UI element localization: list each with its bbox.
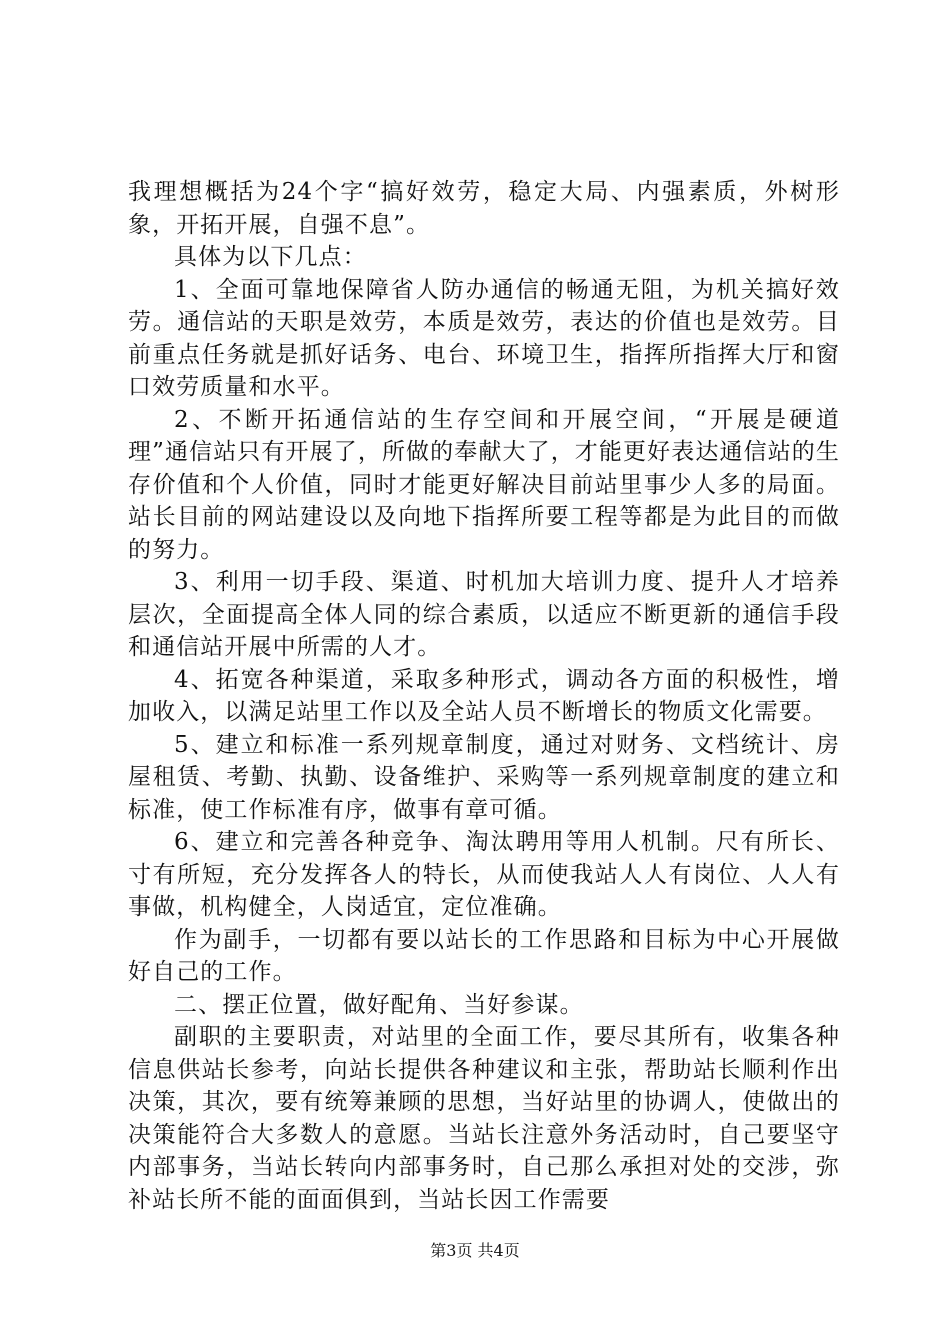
paragraph-point-4: 4、拓宽各种渠道，采取多种形式，调动各方面的积极性，增加收入，以满足站里工作以及全站人员不断增长的物质文化需要。 [128,666,840,725]
page-footer: 第3页 共4页 [430,1241,520,1260]
paragraph-point-6: 6、建立和完善各种竞争、淘汰聘用等用人机制。尺有所长、寸有所短，充分发挥各人的特长，从而使我站人人有岗位、人人有事做，机构健全，人岗适宜，定位准确。 [128,829,840,920]
paragraph-intro-points: 具体为以下几点： [174,244,367,270]
paragraph-deputy-role: 作为副手，一切都有要以站长的工作思路和目标为中心开展做好自己的工作。 [128,926,840,985]
document-body [128,176,840,1216]
paragraph-point-5: 5、建立和标准一系列规章制度，通过对财务、文档统计、房屋租赁、考勤、执勤、设备维护、采购等一系列规章制度的建立和标准，使工作标准有序，做事有章可循。 [128,731,840,823]
paragraph-point-3: 3、利用一切手段、渠道、时机加大培训力度、提升人才培养层次，全面提高全体人同的综合素质，以适应不断更新的通信手段和通信站开展中所需的人才。 [128,569,840,660]
paragraph-continuation: 我理想概括为24个字“搞好效劳，稳定大局、内强素质，外树形象，开拓开展，自强不息”。 [128,179,840,238]
paragraph-point-1: 1、全面可靠地保障省人防办通信的畅通无阻，为机关搞好效劳。通信站的天职是效劳，本质是效劳，表达的价值也是效劳。目前重点任务就是抓好话务、电台、环境卫生，指挥所指挥大厅和窗口效劳质量和水平。 [128,276,840,400]
paragraph-point-2: 2、不断开拓通信站的生存空间和开展空间，“开展是硬道理”通信站只有开展了，所做的奉献大了，才能更好表达通信站的生存价值和个人价值，同时才能更好解决目前站里事少人多的局面。站长目前的网站建设以及向地下指挥所要工程等都是为此目的而做的努力。 [128,406,840,563]
paragraph-deputy-duties: 副职的主要职责，对站里的全面工作，要尽其所有，收集各种信息供站长参考，向站长提供各种建议和主张，帮助站长顺利作出决策，其次，要有统筹兼顾的思想，当好站里的协调人，使做出的决策能符合大多数人的意愿。当站长注意外务活动时，自己要坚守内部事务，当站长转向内部事务时，自己那么承担对处的交涉，弥补站长所不能的面面俱到，当站长因工作需要 [128,1024,840,1213]
section-heading-2: 二、摆正位置，做好配角、当好参谋。 [174,991,584,1018]
